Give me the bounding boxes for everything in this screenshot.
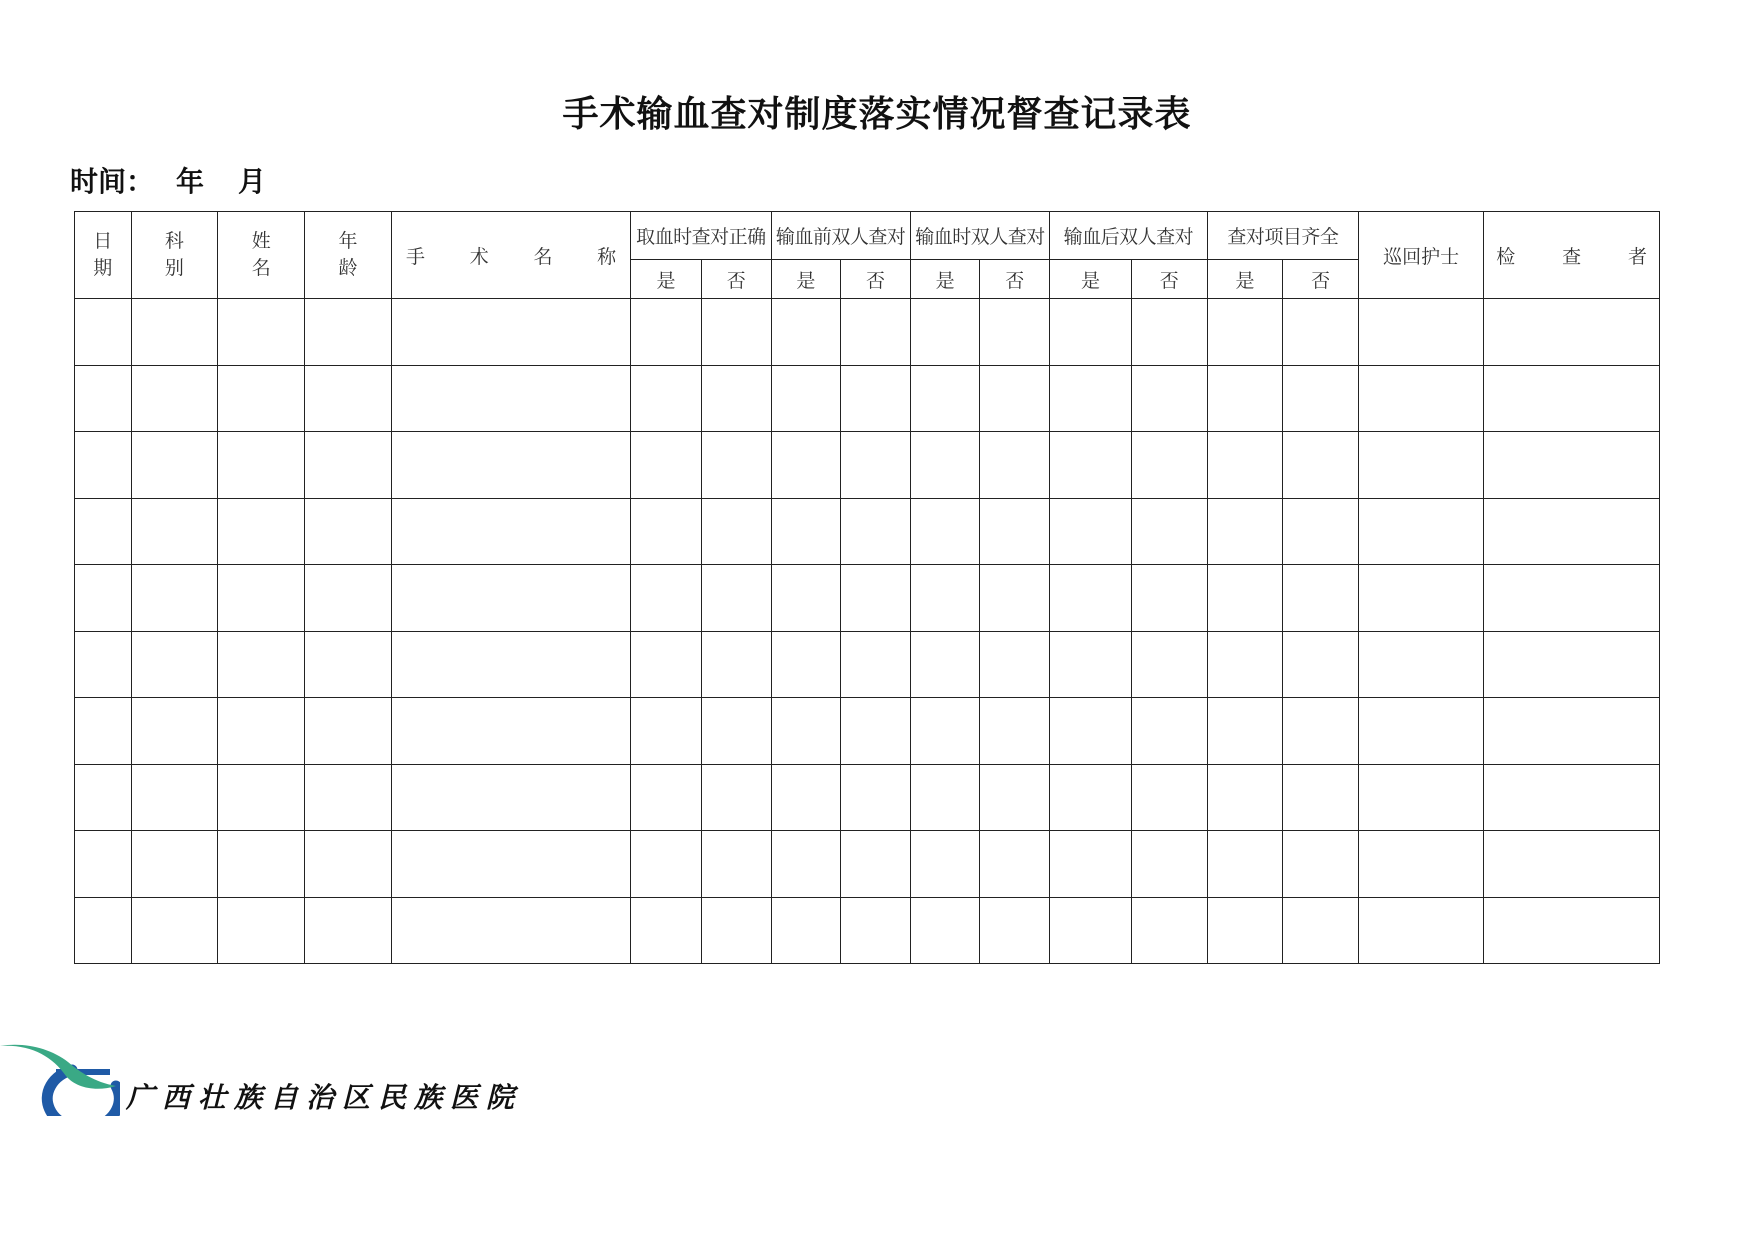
table-cell[interactable] — [1283, 631, 1359, 698]
table-cell[interactable] — [910, 698, 980, 765]
table-cell[interactable] — [1283, 565, 1359, 632]
table-cell[interactable] — [1131, 432, 1207, 499]
header-date: 日 期 — [75, 212, 132, 299]
table-cell[interactable] — [391, 764, 630, 831]
table-row — [75, 299, 1660, 366]
table-cell[interactable] — [631, 299, 702, 366]
table-cell[interactable] — [1050, 631, 1132, 698]
table-cell[interactable] — [391, 365, 630, 432]
table-cell[interactable] — [1207, 764, 1283, 831]
table-cell[interactable] — [701, 831, 771, 898]
table-cell[interactable] — [631, 631, 702, 698]
table-cell[interactable] — [771, 764, 841, 831]
table-cell[interactable] — [631, 897, 702, 964]
table-cell[interactable] — [980, 897, 1050, 964]
table-cell[interactable] — [980, 831, 1050, 898]
table-cell[interactable] — [1207, 365, 1283, 432]
table-cell[interactable] — [771, 698, 841, 765]
table-cell[interactable] — [910, 897, 980, 964]
table-cell[interactable] — [305, 299, 392, 366]
table-cell[interactable] — [1283, 498, 1359, 565]
header-name: 姓 名 — [218, 212, 305, 299]
table-cell[interactable] — [1359, 764, 1484, 831]
table-cell[interactable] — [1283, 365, 1359, 432]
table-cell[interactable] — [1050, 897, 1132, 964]
table-cell[interactable] — [980, 365, 1050, 432]
table-cell[interactable] — [1283, 764, 1359, 831]
table-cell[interactable] — [1207, 897, 1283, 964]
table-cell[interactable] — [305, 432, 392, 499]
table-cell[interactable] — [701, 432, 771, 499]
table-cell[interactable] — [1283, 698, 1359, 765]
table-cell[interactable] — [631, 432, 702, 499]
header-no-cell: 否 — [980, 260, 1050, 299]
header-group-after: 输血后双人查对 — [1050, 212, 1207, 260]
table-cell[interactable] — [305, 498, 392, 565]
table-cell[interactable] — [1050, 698, 1132, 765]
table-cell[interactable] — [841, 498, 911, 565]
table-cell[interactable] — [1359, 631, 1484, 698]
table-cell[interactable] — [1484, 565, 1660, 632]
header-surgery-name: 手 术 名 称 — [391, 212, 630, 299]
table-cell[interactable] — [1050, 299, 1132, 366]
table-cell[interactable] — [701, 698, 771, 765]
table-cell[interactable] — [631, 698, 702, 765]
table-row — [75, 565, 1660, 632]
table-cell[interactable] — [1484, 631, 1660, 698]
table-cell[interactable] — [391, 432, 630, 499]
table-row — [75, 698, 1660, 765]
table-cell[interactable] — [131, 432, 218, 499]
table-cell[interactable] — [1283, 299, 1359, 366]
table-cell[interactable] — [701, 631, 771, 698]
table-cell[interactable] — [75, 831, 132, 898]
month-label: 月 — [238, 165, 267, 198]
table-cell[interactable] — [910, 299, 980, 366]
table-cell[interactable] — [218, 631, 305, 698]
table-cell[interactable] — [910, 831, 980, 898]
table-cell[interactable] — [1359, 498, 1484, 565]
table-cell[interactable] — [771, 365, 841, 432]
table-cell[interactable] — [131, 631, 218, 698]
table-cell[interactable] — [75, 631, 132, 698]
table-cell[interactable] — [1207, 299, 1283, 366]
table-cell[interactable] — [305, 365, 392, 432]
table-cell[interactable] — [1359, 432, 1484, 499]
table-cell[interactable] — [391, 631, 630, 698]
table-cell[interactable] — [75, 498, 132, 565]
table-cell[interactable] — [980, 631, 1050, 698]
table-cell[interactable] — [980, 565, 1050, 632]
table-cell[interactable] — [701, 498, 771, 565]
table-cell[interactable] — [631, 365, 702, 432]
table-cell[interactable] — [841, 299, 911, 366]
table-cell[interactable] — [701, 764, 771, 831]
table-cell[interactable] — [771, 565, 841, 632]
table-cell[interactable] — [1131, 498, 1207, 565]
table-cell[interactable] — [980, 698, 1050, 765]
table-cell[interactable] — [1484, 299, 1660, 366]
table-cell[interactable] — [218, 432, 305, 499]
table-cell[interactable] — [131, 498, 218, 565]
table-cell[interactable] — [75, 432, 132, 499]
table-cell[interactable] — [1283, 897, 1359, 964]
table-cell[interactable] — [305, 565, 392, 632]
hospital-name: 广西壮族自治区民族医院 — [126, 1081, 523, 1114]
table-cell[interactable] — [1484, 698, 1660, 765]
table-cell[interactable] — [980, 299, 1050, 366]
table-cell[interactable] — [910, 432, 980, 499]
table-row — [75, 432, 1660, 499]
table-cell[interactable] — [75, 299, 132, 366]
table-cell[interactable] — [75, 565, 132, 632]
table-cell[interactable] — [701, 565, 771, 632]
table-cell[interactable] — [771, 897, 841, 964]
table-cell[interactable] — [771, 831, 841, 898]
table-cell[interactable] — [75, 365, 132, 432]
table-row — [75, 897, 1660, 964]
header-nurse: 巡回护士 — [1359, 212, 1484, 299]
table-cell[interactable] — [631, 565, 702, 632]
table-cell[interactable] — [218, 698, 305, 765]
header-no-cell: 否 — [1131, 260, 1207, 299]
table-cell[interactable] — [1359, 565, 1484, 632]
table-cell[interactable] — [910, 764, 980, 831]
table-cell[interactable] — [1131, 631, 1207, 698]
table-cell[interactable] — [75, 698, 132, 765]
table-cell[interactable] — [631, 764, 702, 831]
table-cell[interactable] — [1131, 764, 1207, 831]
table-cell[interactable] — [841, 698, 911, 765]
table-cell[interactable] — [841, 565, 911, 632]
table-cell[interactable] — [391, 565, 630, 632]
table-cell[interactable] — [1050, 565, 1132, 632]
table-cell[interactable] — [1359, 897, 1484, 964]
table-cell[interactable] — [391, 299, 630, 366]
table-cell[interactable] — [980, 498, 1050, 565]
header-yes-cell: 是 — [1050, 260, 1132, 299]
table-cell[interactable] — [305, 831, 392, 898]
table-cell[interactable] — [1484, 365, 1660, 432]
table-cell[interactable] — [131, 831, 218, 898]
header-yes-cell: 是 — [1207, 260, 1283, 299]
table-cell[interactable] — [1050, 831, 1132, 898]
time-label: 时间： — [70, 165, 155, 198]
table-cell[interactable] — [1131, 365, 1207, 432]
table-cell[interactable] — [1359, 365, 1484, 432]
table-cell[interactable] — [1050, 764, 1132, 831]
table-cell[interactable] — [1359, 698, 1484, 765]
header-group-during: 输血时双人查对 — [910, 212, 1049, 260]
header-yes-cell: 是 — [631, 260, 702, 299]
table-cell[interactable] — [1207, 432, 1283, 499]
table-cell[interactable] — [1050, 498, 1132, 565]
header-no-cell: 否 — [841, 260, 911, 299]
header-yes-cell: 是 — [910, 260, 980, 299]
header-checker: 检 查 者 — [1484, 212, 1660, 299]
table-cell[interactable] — [131, 897, 218, 964]
table-cell[interactable] — [701, 897, 771, 964]
header-group-before: 输血前双人查对 — [771, 212, 910, 260]
table-cell[interactable] — [1050, 365, 1132, 432]
table-cell[interactable] — [218, 565, 305, 632]
table-cell[interactable] — [218, 897, 305, 964]
table-row — [75, 764, 1660, 831]
table-cell[interactable] — [910, 565, 980, 632]
table-cell[interactable] — [771, 432, 841, 499]
table-cell[interactable] — [1131, 565, 1207, 632]
year-label: 年 — [176, 165, 205, 198]
table-cell[interactable] — [910, 631, 980, 698]
header-no-cell: 否 — [1283, 260, 1359, 299]
page-title: 手术输血查对制度落实情况督查记录表 — [562, 93, 1192, 135]
table-cell[interactable] — [131, 365, 218, 432]
table-cell[interactable] — [771, 498, 841, 565]
table-cell[interactable] — [1359, 299, 1484, 366]
table-cell[interactable] — [1050, 432, 1132, 499]
time-line — [70, 160, 266, 200]
table-cell[interactable] — [910, 365, 980, 432]
table-cell[interactable] — [1207, 831, 1283, 898]
table-cell[interactable] — [701, 299, 771, 366]
table-row — [75, 631, 1660, 698]
table-cell[interactable] — [910, 498, 980, 565]
table-row — [75, 831, 1660, 898]
table-cell[interactable] — [391, 498, 630, 565]
table-cell[interactable] — [1484, 498, 1660, 565]
table-cell[interactable] — [841, 831, 911, 898]
table-cell[interactable] — [391, 897, 630, 964]
table-row — [75, 365, 1660, 432]
table-cell[interactable] — [841, 631, 911, 698]
table-cell[interactable] — [1131, 299, 1207, 366]
table-cell[interactable] — [305, 764, 392, 831]
table-cell[interactable] — [1207, 498, 1283, 565]
table-cell[interactable] — [841, 897, 911, 964]
table-cell[interactable] — [1484, 831, 1660, 898]
table-cell[interactable] — [305, 897, 392, 964]
hospital-logo-icon — [0, 1036, 120, 1116]
table-cell[interactable] — [841, 764, 911, 831]
table-cell[interactable] — [131, 764, 218, 831]
table-cell[interactable] — [701, 365, 771, 432]
header-row-1 — [75, 212, 1660, 260]
table-cell[interactable] — [980, 764, 1050, 831]
header-group-complete: 查对项目齐全 — [1207, 212, 1358, 260]
header-dept: 科 别 — [131, 212, 218, 299]
table-cell[interactable] — [1131, 831, 1207, 898]
table-cell[interactable] — [1484, 432, 1660, 499]
table-cell[interactable] — [1207, 565, 1283, 632]
table-cell[interactable] — [1283, 831, 1359, 898]
header-group-fetch: 取血时查对正确 — [631, 212, 771, 260]
table-cell[interactable] — [1359, 831, 1484, 898]
table-cell[interactable] — [771, 299, 841, 366]
table-cell[interactable] — [1283, 432, 1359, 499]
table-cell[interactable] — [1207, 631, 1283, 698]
table-cell[interactable] — [980, 432, 1050, 499]
table-cell[interactable] — [305, 631, 392, 698]
table-cell[interactable] — [305, 698, 392, 765]
table-cell[interactable] — [1131, 698, 1207, 765]
table-cell[interactable] — [218, 498, 305, 565]
table-cell[interactable] — [131, 698, 218, 765]
table-cell[interactable] — [1131, 897, 1207, 964]
table-cell[interactable] — [391, 698, 630, 765]
table-cell[interactable] — [841, 432, 911, 499]
table-cell[interactable] — [131, 299, 218, 366]
table-cell[interactable] — [75, 897, 132, 964]
table-cell[interactable] — [131, 565, 218, 632]
header-yes-cell: 是 — [771, 260, 841, 299]
table-cell[interactable] — [841, 365, 911, 432]
table-cell[interactable] — [1207, 698, 1283, 765]
table-cell[interactable] — [631, 831, 702, 898]
table-cell[interactable] — [218, 365, 305, 432]
table-cell[interactable] — [75, 764, 132, 831]
table-cell[interactable] — [631, 498, 702, 565]
header-no-cell: 否 — [701, 260, 771, 299]
table-cell[interactable] — [218, 764, 305, 831]
table-cell[interactable] — [1484, 764, 1660, 831]
header-age: 年 龄 — [305, 212, 392, 299]
table-cell[interactable] — [771, 631, 841, 698]
table-cell[interactable] — [218, 299, 305, 366]
table-row — [75, 498, 1660, 565]
table-cell[interactable] — [1484, 897, 1660, 964]
table-cell[interactable] — [218, 831, 305, 898]
table-cell[interactable] — [391, 831, 630, 898]
record-table — [74, 211, 1660, 964]
